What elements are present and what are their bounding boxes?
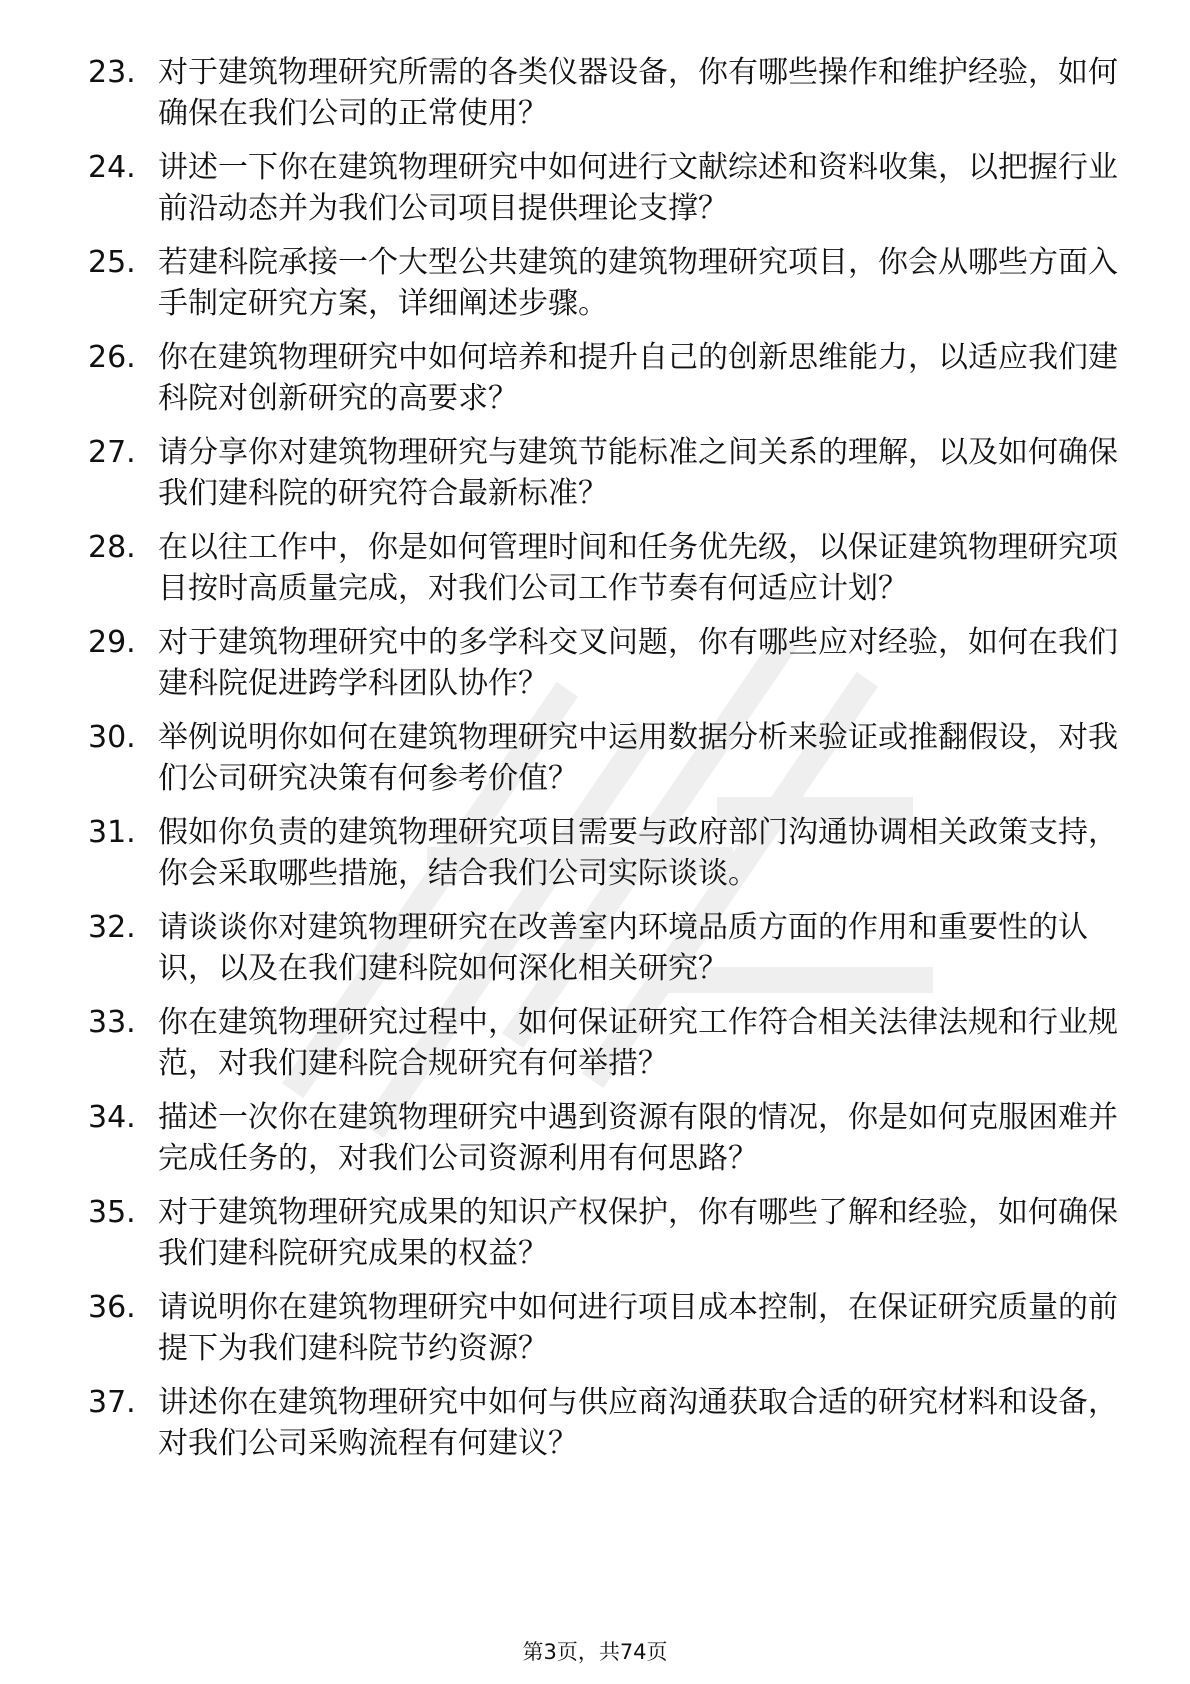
question-text: 对于建筑物理研究所需的各类仪器设备，你有哪些操作和维护经验，如何确保在我们公司的正常使用？ [158,55,1118,131]
question-item [88,527,1118,609]
question-number: 32. [88,910,136,945]
question-text: 举例说明你如何在建筑物理研究中运用数据分析来验证或推翻假设，对我们公司研究决策有何参考价值？ [158,720,1118,796]
question-item [88,52,1118,134]
question-text: 请分享你对建筑物理研究与建筑节能标准之间关系的理解，以及如何确保我们建科院的研究符合最新标准？ [158,435,1118,511]
question-number: 30. [88,720,136,755]
question-number: 23. [88,55,136,90]
question-text: 请谈谈你对建筑物理研究在改善室内环境品质方面的作用和重要性的认识，以及在我们建科院如何深化相关研究？ [158,910,1088,986]
question-list [88,52,1118,1477]
question-item [88,1382,1118,1464]
question-item [88,242,1118,324]
question-text: 你在建筑物理研究过程中，如何保证研究工作符合相关法律法规和行业规范，对我们建科院合规研究有何举措？ [158,1005,1118,1081]
question-item [88,622,1118,704]
question-number: 37. [88,1385,136,1420]
question-text: 对于建筑物理研究成果的知识产权保护，你有哪些了解和经验，如何确保我们建科院研究成果的权益？ [158,1195,1118,1271]
question-number: 34. [88,1100,136,1135]
question-item [88,812,1118,894]
question-text: 讲述一下你在建筑物理研究中如何进行文献综述和资料收集，以把握行业前沿动态并为我们公司项目提供理论支撑？ [158,150,1118,226]
question-item [88,1097,1118,1179]
question-item [88,432,1118,514]
question-number: 25. [88,245,136,280]
question-item [88,717,1118,799]
question-text: 描述一次你在建筑物理研究中遇到资源有限的情况，你是如何克服困难并完成任务的，对我们公司资源利用有何思路？ [158,1100,1118,1176]
question-number: 27. [88,435,136,470]
page-footer [0,1638,1190,1666]
question-number: 28. [88,530,136,565]
question-text: 讲述你在建筑物理研究中如何与供应商沟通获取合适的研究材料和设备，对我们公司采购流程有何建议？ [158,1385,1118,1461]
question-text: 若建科院承接一个大型公共建筑的建筑物理研究项目，你会从哪些方面入手制定研究方案，详细阐述步骤。 [158,245,1118,321]
question-text: 请说明你在建筑物理研究中如何进行项目成本控制，在保证研究质量的前提下为我们建科院节约资源？ [158,1290,1118,1366]
question-number: 24. [88,150,136,185]
question-text: 你在建筑物理研究中如何培养和提升自己的创新思维能力，以适应我们建科院对创新研究的高要求？ [158,340,1118,416]
question-item [88,1192,1118,1274]
question-text: 在以往工作中，你是如何管理时间和任务优先级，以保证建筑物理研究项目按时高质量完成，对我们公司工作节奏有何适应计划？ [158,530,1118,606]
question-number: 29. [88,625,136,660]
question-item [88,1002,1118,1084]
question-number: 31. [88,815,136,850]
question-text: 假如你负责的建筑物理研究项目需要与政府部门沟通协调相关政策支持，你会采取哪些措施，结合我们公司实际谈谈。 [158,815,1118,891]
question-item [88,337,1118,419]
question-item [88,147,1118,229]
page-number-label: 第3页，共74页 [522,1640,668,1664]
question-item [88,1287,1118,1369]
question-number: 26. [88,340,136,375]
question-number: 36. [88,1290,136,1325]
question-number: 33. [88,1005,136,1040]
question-item [88,907,1118,989]
question-text: 对于建筑物理研究中的多学科交叉问题，你有哪些应对经验，如何在我们建科院促进跨学科团队协作？ [158,625,1118,701]
question-number: 35. [88,1195,136,1230]
